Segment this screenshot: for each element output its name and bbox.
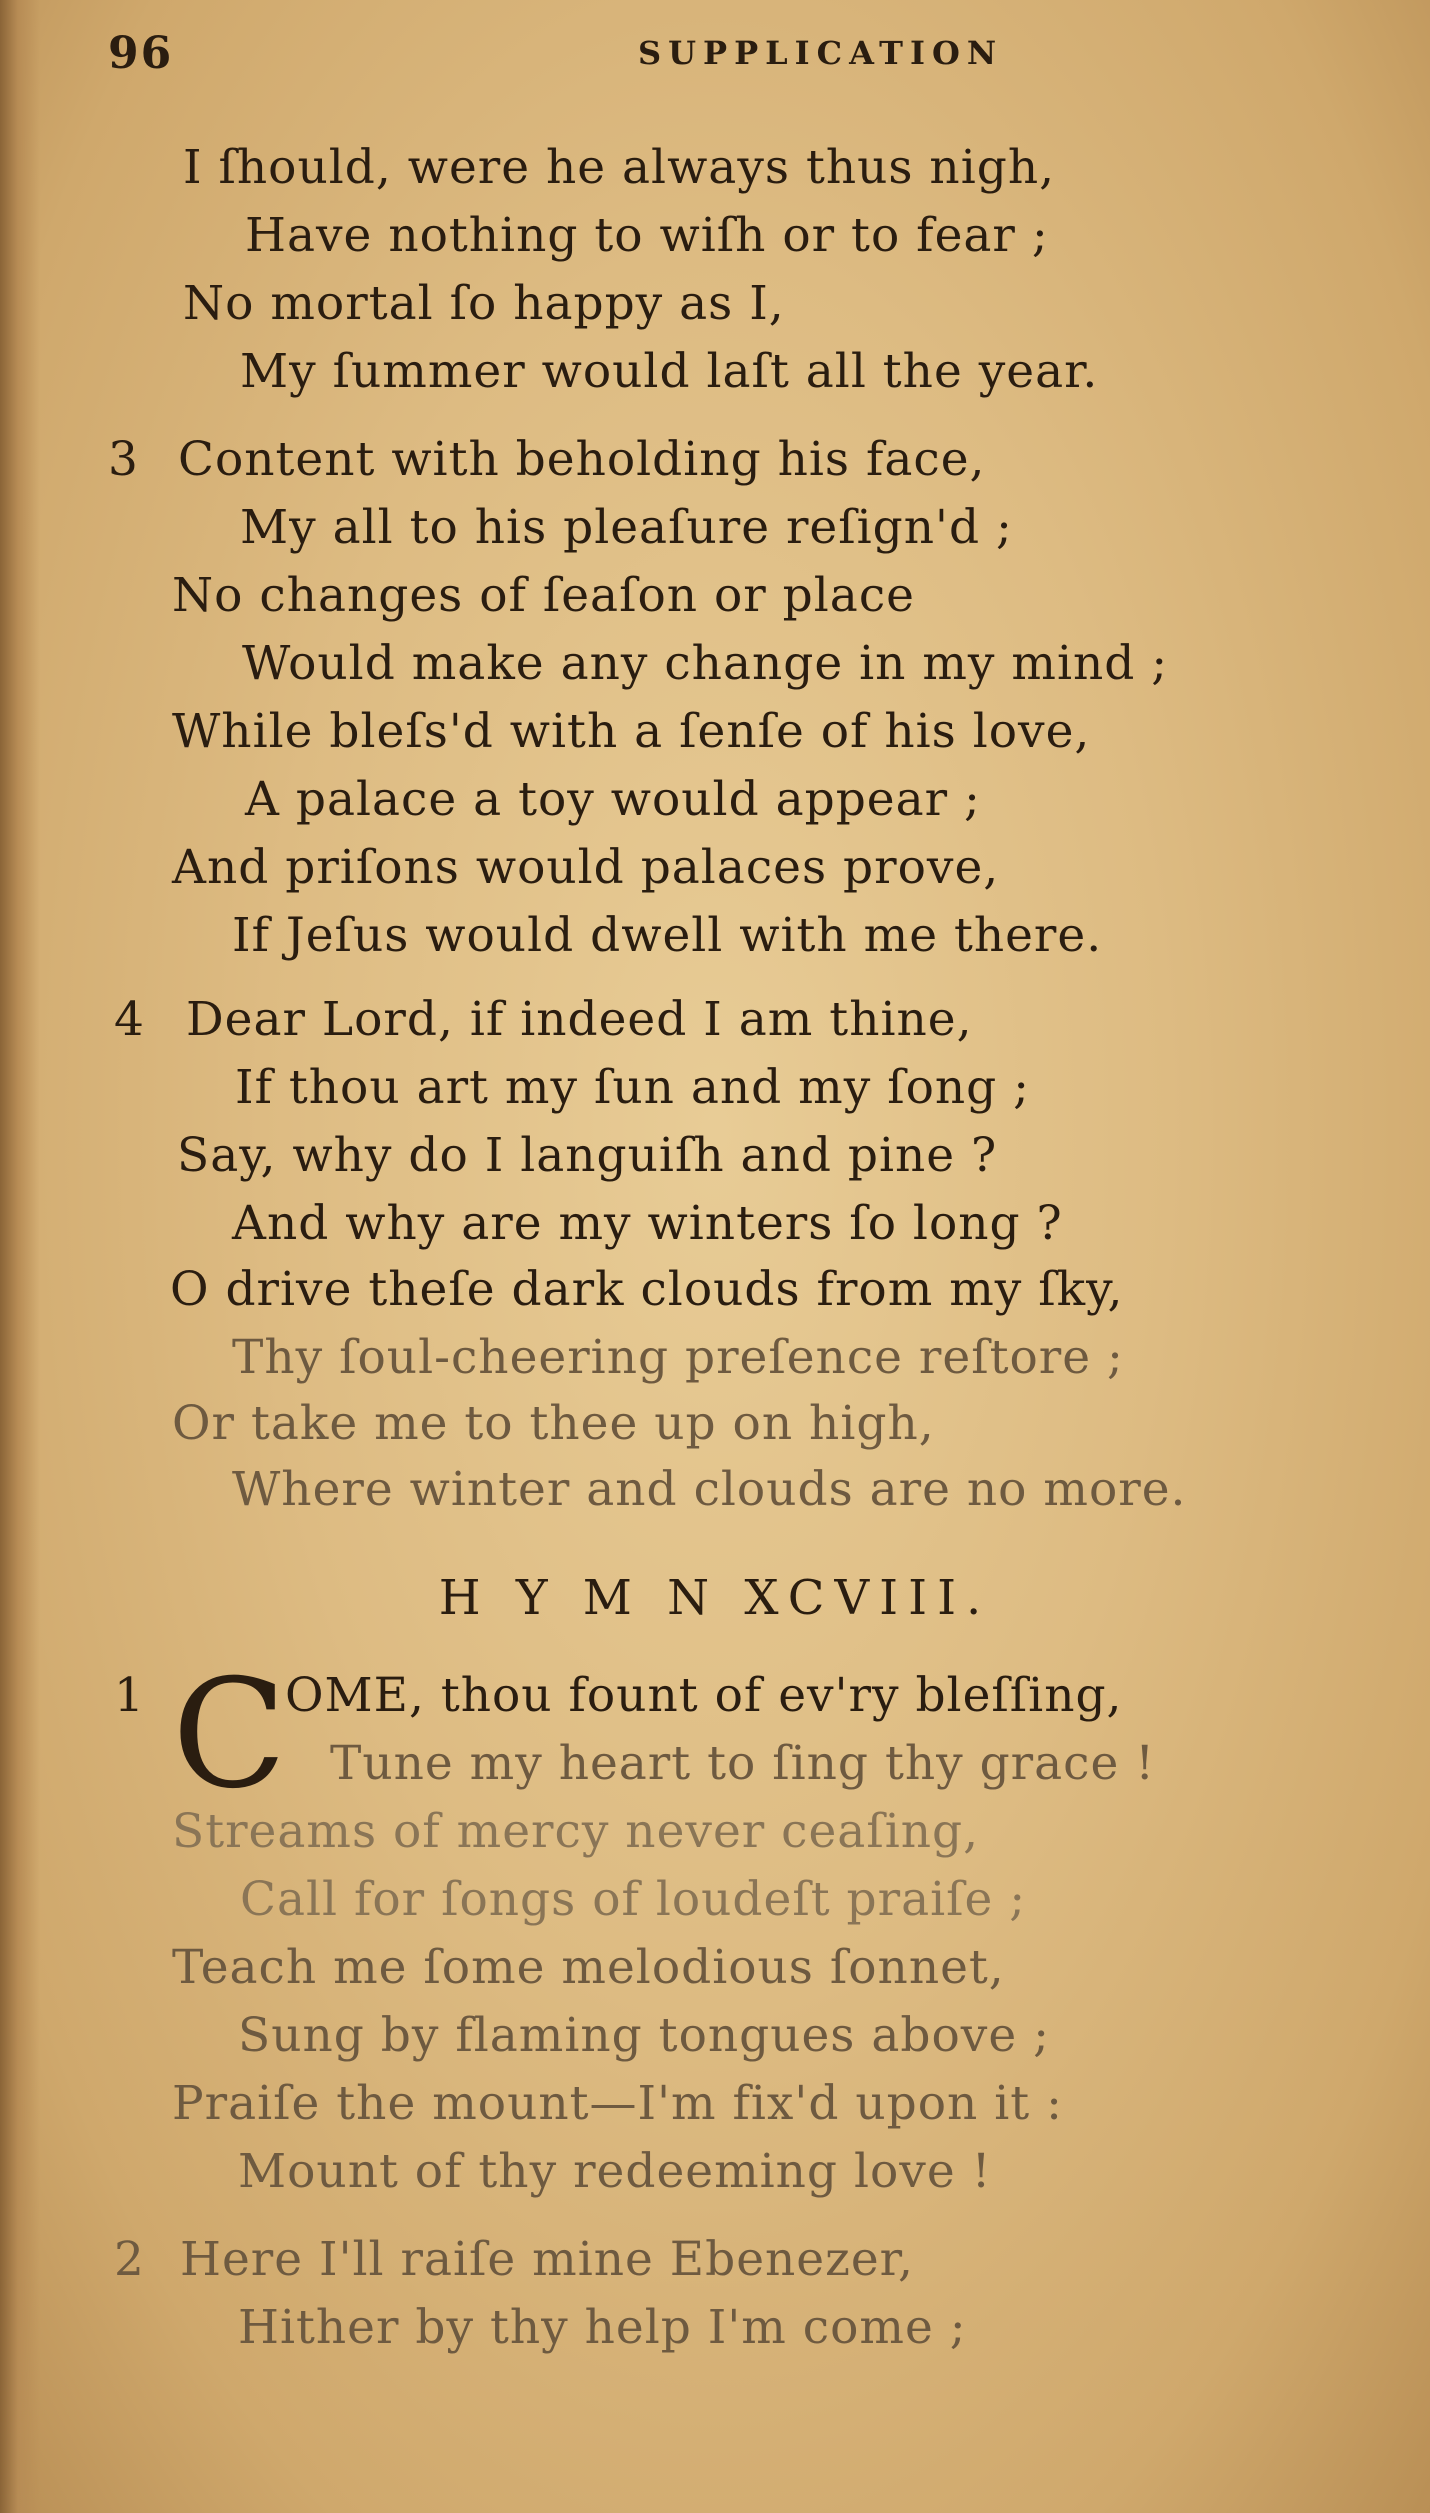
hymn-title: H Y M N XCVIII. — [438, 1570, 992, 1626]
stanza-number: 4 — [114, 992, 144, 1047]
verse-line: Tune my heart to ſing thy grace ! — [330, 1736, 1156, 1791]
verse-line: If Jeſus would dwell with me there. — [232, 908, 1103, 963]
verse-line: My all to his pleaſure reſign'd ; — [240, 500, 1013, 555]
verse-line: A palace a toy would appear ; — [245, 772, 981, 827]
verse-line: Here I'll raiſe mine Ebenezer, — [180, 2232, 914, 2287]
verse-line: Sung by flaming tongues above ; — [238, 2008, 1050, 2063]
drop-cap: C — [172, 1648, 287, 1822]
verse-line: Where winter and clouds are no more. — [232, 1462, 1187, 1517]
verse-line: Say, why do I languiſh and pine ? — [177, 1128, 998, 1183]
verse-line: And priſons would palaces prove, — [172, 840, 1000, 895]
verse-line: Streams of mercy never ceaſing, — [172, 1804, 980, 1859]
verse-line: O drive theſe dark clouds from my ſky, — [170, 1262, 1124, 1317]
verse-line: No changes of ſeaſon or place — [172, 568, 915, 623]
verse-line: Content with beholding his face, — [178, 432, 986, 487]
verse-line: My ſummer would laſt all the year. — [240, 344, 1099, 399]
verse-line: No mortal ſo happy as I, — [183, 276, 785, 331]
verse-line: Praiſe the mount—I'm fix'd upon it : — [172, 2076, 1063, 2131]
verse-line: And why are my winters ſo long ? — [232, 1196, 1063, 1251]
verse-line: Or take me to thee up on high, — [172, 1396, 935, 1451]
verse-line: Thy ſoul-cheering preſence reſtore ; — [232, 1330, 1124, 1385]
verse-line: OME, thou fount of ev'ry bleſſing, — [285, 1668, 1123, 1723]
stanza-number: 3 — [108, 432, 138, 487]
verse-line: Teach me ſome melodious ſonnet, — [172, 1940, 1005, 1995]
verse-line: If thou art my ſun and my ſong ; — [235, 1060, 1031, 1115]
verse-line: Mount of thy redeeming love ! — [238, 2144, 992, 2199]
verse-line: While bleſs'd with a ſenſe of his love, — [172, 704, 1091, 759]
running-head: SUPPLICATION — [638, 34, 1004, 72]
verse-line: Dear Lord, if indeed I am thine, — [186, 992, 973, 1047]
verse-line: Have nothing to wiſh or to fear ; — [245, 208, 1049, 263]
verse-line: Call for ſongs of loudeſt praiſe ; — [240, 1872, 1027, 1927]
page-number: 96 — [108, 28, 174, 79]
verse-line: Hither by thy help I'm come ; — [238, 2300, 967, 2355]
verse-line: I ſhould, were he always thus nigh, — [183, 140, 1056, 195]
stanza-number: 1 — [114, 1668, 144, 1723]
page-binding-edge — [0, 0, 40, 2513]
stanza-number: 2 — [114, 2232, 144, 2287]
verse-line: Would make any change in my mind ; — [242, 636, 1169, 691]
page-header — [108, 28, 1368, 88]
